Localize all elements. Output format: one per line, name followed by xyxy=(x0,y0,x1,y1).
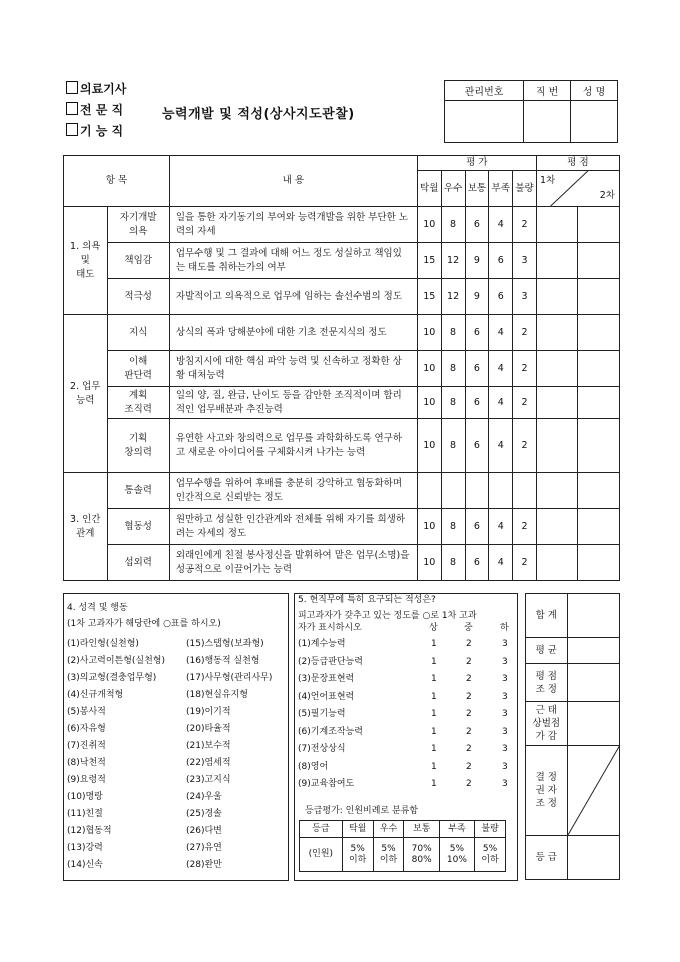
aptitude-level-option[interactable]: 1 xyxy=(431,691,437,702)
grade-ratio-value: 5% 이하 xyxy=(475,838,506,872)
aptitude-level-option[interactable]: 3 xyxy=(502,656,508,667)
table-row xyxy=(64,419,620,473)
trait-item[interactable]: (21)보수적 xyxy=(186,741,231,751)
trait-item[interactable]: (19)이기적 xyxy=(186,707,231,717)
totals-row xyxy=(526,594,620,638)
totals-row xyxy=(526,836,620,880)
score-cell[interactable]: 12 xyxy=(441,279,465,315)
trait-item[interactable]: (10)명랑 xyxy=(67,792,103,802)
trait-item[interactable]: (28)완만 xyxy=(186,860,222,870)
score-cell[interactable]: 8 xyxy=(441,387,465,419)
aptitude-level-option[interactable]: 1 xyxy=(431,656,437,667)
aptitude-level-option[interactable]: 2 xyxy=(466,744,472,754)
score-cell[interactable]: 10 xyxy=(417,509,441,545)
sig-job-no-field[interactable] xyxy=(524,101,571,143)
level-high: 상 xyxy=(429,623,438,633)
first-eval-field[interactable] xyxy=(536,207,578,243)
first-eval-field[interactable] xyxy=(536,351,578,387)
aptitude-level-option[interactable]: 3 xyxy=(502,691,508,702)
aptitude-level-option[interactable]: 1 xyxy=(431,674,437,684)
item-label: 섭외력 xyxy=(107,545,169,581)
grade-ratio-table xyxy=(299,820,506,872)
score-cell[interactable]: 6 xyxy=(489,243,513,279)
score-cell[interactable]: 10 xyxy=(417,387,441,419)
table-row xyxy=(64,279,620,315)
score-cell[interactable]: 4 xyxy=(489,351,513,387)
aptitude-item: (4)언어표현력 xyxy=(298,691,355,702)
trait-item[interactable]: (7)진취적 xyxy=(67,741,106,751)
trait-item[interactable]: (11)친절 xyxy=(67,809,103,819)
level-low: 하 xyxy=(500,623,509,633)
trait-item[interactable]: (2)사고력이튼형(실천형) xyxy=(67,656,166,666)
score-cell[interactable]: 6 xyxy=(465,419,489,473)
aptitude-item: (7)전상상식 xyxy=(298,744,346,754)
header-item: 항 목 xyxy=(64,156,170,207)
trait-item[interactable]: (26)다변 xyxy=(186,826,222,836)
section4-title: 4. 성격 및 행동 xyxy=(67,603,128,613)
score-cell[interactable] xyxy=(489,473,513,509)
score-cell[interactable]: 2 xyxy=(513,509,537,545)
score-cell[interactable] xyxy=(417,473,441,509)
score-cell[interactable]: 4 xyxy=(489,315,513,351)
item-content: 자발적이고 의욕적으로 업무에 임하는 솔선수범의 정도 xyxy=(169,279,417,315)
table-row xyxy=(64,387,620,419)
grade-normal: 보통 xyxy=(465,171,489,207)
item-content: 방침지시에 대한 핵심 파악 능력 및 신속하고 정확한 상황 대처능력 xyxy=(169,351,417,387)
first-eval-field[interactable] xyxy=(536,243,578,279)
score-cell[interactable]: 8 xyxy=(441,207,465,243)
totals-label: 평 균 xyxy=(526,638,568,664)
group-label: 2. 업무 능력 xyxy=(64,315,108,473)
score-cell[interactable]: 15 xyxy=(417,279,441,315)
item-content: 일을 통한 자기동기의 부여와 능력개발을 위한 부단한 노력의 자세 xyxy=(169,207,417,243)
table-row xyxy=(64,351,620,387)
trait-item[interactable]: (23)고지식 xyxy=(186,775,231,785)
first-eval-field[interactable] xyxy=(536,279,578,315)
score-cell[interactable]: 6 xyxy=(465,387,489,419)
second-eval-field[interactable] xyxy=(578,419,620,473)
first-eval-field[interactable] xyxy=(536,473,578,509)
item-label: 계획 조직력 xyxy=(107,387,169,419)
score-cell[interactable]: 6 xyxy=(465,545,489,581)
score-cell[interactable]: 8 xyxy=(441,351,465,387)
totals-value-field[interactable] xyxy=(567,746,619,836)
score-cell[interactable]: 10 xyxy=(417,351,441,387)
aptitude-level-option[interactable]: 1 xyxy=(431,639,437,649)
aptitude-level-option[interactable]: 3 xyxy=(502,779,508,789)
first-eval-field[interactable] xyxy=(536,315,578,351)
score-cell[interactable]: 6 xyxy=(465,315,489,351)
table-row xyxy=(64,509,620,545)
aptitude-item: (8)영어 xyxy=(298,761,329,772)
score-cell[interactable]: 9 xyxy=(465,243,489,279)
grade-eval-title: 등급평가: 인원비례로 분류함 xyxy=(305,806,419,816)
score-cell[interactable]: 12 xyxy=(441,243,465,279)
score-cell[interactable]: 8 xyxy=(441,315,465,351)
grade-header: 우수 xyxy=(373,821,404,838)
item-label: 협동성 xyxy=(107,509,169,545)
trait-item[interactable]: (22)염세적 xyxy=(186,758,231,768)
totals-label: 근 태 상벌점 가 감 xyxy=(526,702,568,746)
score-cell[interactable]: 4 xyxy=(489,545,513,581)
score-cell[interactable]: 10 xyxy=(417,545,441,581)
grade-row-label: (인원) xyxy=(300,838,343,872)
score-cell[interactable] xyxy=(441,473,465,509)
grade-header: 불량 xyxy=(475,821,506,838)
score-cell[interactable]: 2 xyxy=(513,351,537,387)
grade-superior: 우수 xyxy=(441,171,465,207)
aptitude-level-option[interactable]: 2 xyxy=(466,656,472,667)
diagonal-line xyxy=(568,746,619,835)
grade-header: 보통 xyxy=(404,821,439,838)
item-content: 업무수행 및 그 결과에 대해 어느 정도 성실하고 책임있는 태도를 취하는가의 여부 xyxy=(169,243,417,279)
first-eval-field[interactable] xyxy=(536,419,578,473)
score-cell[interactable]: 2 xyxy=(513,545,537,581)
totals-label: 합 계 xyxy=(526,594,568,638)
level-mid: 중 xyxy=(464,623,473,633)
section5-instruction-2: 자가 표시하시오 xyxy=(298,623,362,633)
item-content: 원만하고 성실한 인간관계와 전체를 위해 자기를 희생하려는 자세의 정도 xyxy=(169,509,417,545)
second-eval-field[interactable] xyxy=(578,279,620,315)
first-eval-field[interactable] xyxy=(536,509,578,545)
item-label: 지식 xyxy=(107,315,169,351)
second-eval-field[interactable] xyxy=(578,351,620,387)
totals-row xyxy=(526,746,620,836)
aptitude-level-option[interactable]: 2 xyxy=(466,674,472,684)
grade-lacking: 부족 xyxy=(489,171,513,207)
aptitude-section xyxy=(294,593,518,881)
evaluation-table xyxy=(63,155,620,581)
aptitude-level-option[interactable]: 3 xyxy=(502,726,508,737)
aptitude-level-option[interactable]: 2 xyxy=(466,726,472,737)
score-cell[interactable]: 6 xyxy=(465,351,489,387)
score-cell[interactable]: 10 xyxy=(417,419,441,473)
grade-header: 탁월 xyxy=(342,821,373,838)
trait-item[interactable]: (15)스탭형(보좌형) xyxy=(186,639,264,649)
sig-header-name: 성 명 xyxy=(571,81,618,101)
checkbox-icon[interactable] xyxy=(66,102,78,115)
category-medical-tech: 의료기사 xyxy=(66,80,126,99)
aptitude-item: (6)기계조작능력 xyxy=(298,726,363,737)
totals-table xyxy=(525,593,620,880)
score-cell[interactable]: 3 xyxy=(513,279,537,315)
group-label: 3. 인간 관계 xyxy=(64,473,108,581)
item-label: 통솔력 xyxy=(107,473,169,509)
sig-mgmt-no-field[interactable] xyxy=(445,101,524,143)
trait-item[interactable]: (4)신규개척형 xyxy=(67,690,124,700)
totals-value-field[interactable] xyxy=(567,836,619,880)
table-row xyxy=(64,315,620,351)
aptitude-level-option[interactable]: 2 xyxy=(466,709,472,719)
totals-label: 결 정 권 자 조 정 xyxy=(526,746,568,836)
score-cell[interactable] xyxy=(513,473,537,509)
aptitude-item: (9)교육참여도 xyxy=(298,779,355,789)
second-eval-field[interactable] xyxy=(578,207,620,243)
totals-value-field[interactable] xyxy=(567,638,619,664)
aptitude-item: (1)계수능력 xyxy=(298,639,346,649)
second-eval-field[interactable] xyxy=(578,315,620,351)
aptitude-level-option[interactable]: 2 xyxy=(466,761,472,772)
score-cell[interactable]: 15 xyxy=(417,243,441,279)
trait-item[interactable]: (12)협동적 xyxy=(67,826,112,836)
first-eval-field[interactable] xyxy=(536,545,578,581)
score-order-cell xyxy=(536,171,619,207)
score-cell[interactable]: 2 xyxy=(513,387,537,419)
aptitude-level-option[interactable]: 1 xyxy=(431,761,437,772)
score-cell[interactable]: 6 xyxy=(465,207,489,243)
totals-row xyxy=(526,638,620,664)
grade-ratio-value: 5% 10% xyxy=(439,838,474,872)
item-content: 유연한 사고와 창의력으로 업무를 과학화하도록 연구하고 새로운 아이디어를 구체화시켜 나가는 능력 xyxy=(169,419,417,473)
second-eval-field[interactable] xyxy=(578,387,620,419)
aptitude-level-option[interactable]: 3 xyxy=(502,674,508,684)
item-label: 이해 판단력 xyxy=(107,351,169,387)
trait-item[interactable]: (18)현실유지형 xyxy=(186,690,248,700)
second-eval-label: 2차 xyxy=(599,190,615,201)
score-cell[interactable]: 8 xyxy=(441,419,465,473)
sig-header-mgmt-no: 관리번호 xyxy=(445,81,524,101)
trait-item[interactable]: (27)유연 xyxy=(186,843,222,853)
header-score: 평 점 xyxy=(536,156,619,171)
second-eval-field[interactable] xyxy=(578,243,620,279)
aptitude-level-option[interactable]: 1 xyxy=(431,779,437,789)
trait-item[interactable]: (20)타율적 xyxy=(186,724,231,734)
trait-item[interactable]: (9)요령적 xyxy=(67,775,106,785)
score-cell[interactable]: 10 xyxy=(417,207,441,243)
aptitude-item: (5)필기능력 xyxy=(298,709,346,719)
trait-item[interactable]: (5)봉사적 xyxy=(67,707,106,717)
score-cell[interactable]: 8 xyxy=(441,509,465,545)
trait-item[interactable]: (24)우울 xyxy=(186,792,222,802)
signature-table xyxy=(444,80,618,143)
second-eval-field[interactable] xyxy=(578,509,620,545)
grade-ratio-value: 70% 80% xyxy=(404,838,439,872)
score-cell[interactable]: 10 xyxy=(417,315,441,351)
item-label: 기획 창의력 xyxy=(107,419,169,473)
score-cell[interactable]: 3 xyxy=(513,243,537,279)
aptitude-level-option[interactable]: 2 xyxy=(466,779,472,789)
header-content: 내 용 xyxy=(169,156,417,207)
table-row xyxy=(64,473,620,509)
first-eval-field[interactable] xyxy=(536,387,578,419)
first-eval-label: 1차 xyxy=(539,175,556,186)
score-cell[interactable]: 9 xyxy=(465,279,489,315)
aptitude-level-option[interactable]: 3 xyxy=(502,744,508,754)
aptitude-level-option[interactable]: 1 xyxy=(431,744,437,754)
item-content: 외래인에게 친절 봉사정신을 발휘하여 맡은 업무(소명)을 성공적으로 이끌어가는 능력 xyxy=(169,545,417,581)
score-cell[interactable]: 2 xyxy=(513,207,537,243)
score-cell[interactable]: 2 xyxy=(513,419,537,473)
aptitude-level-option[interactable]: 2 xyxy=(466,691,472,702)
section5-title: 5. 현직무에 특히 요구되는 적성은? xyxy=(298,595,436,605)
grade-ratio-value: 5% 이하 xyxy=(342,838,373,872)
aptitude-level-option[interactable]: 1 xyxy=(431,709,437,719)
table-row xyxy=(64,243,620,279)
category-technical: 기 능 직 xyxy=(66,122,123,141)
aptitude-level-option[interactable]: 3 xyxy=(502,761,508,772)
item-label: 책임감 xyxy=(107,243,169,279)
item-label: 자기개발 의욕 xyxy=(107,207,169,243)
totals-row xyxy=(526,664,620,702)
trait-item[interactable]: (16)행동적 실천형 xyxy=(186,656,260,666)
header-rating: 평 가 xyxy=(417,156,536,171)
score-cell[interactable]: 4 xyxy=(489,207,513,243)
second-eval-field[interactable] xyxy=(578,545,620,581)
aptitude-item: (3)문장표현력 xyxy=(298,674,355,684)
trait-item[interactable]: (6)자유형 xyxy=(67,724,106,734)
page-title: 능력개발 및 적성(상사지도관찰) xyxy=(162,107,355,122)
score-cell[interactable]: 4 xyxy=(489,509,513,545)
table-row xyxy=(64,207,620,243)
score-cell[interactable]: 4 xyxy=(489,419,513,473)
item-content: 상식의 폭과 당해분야에 대한 기초 전문지식의 정도 xyxy=(169,315,417,351)
personality-section xyxy=(63,593,289,881)
section5-instruction-1: 피고과자가 갖추고 있는 정도를 ○로 1차 고과 xyxy=(298,611,477,621)
trait-item[interactable]: (17)사무형(관리사무) xyxy=(186,673,273,683)
score-cell[interactable]: 6 xyxy=(489,279,513,315)
score-cell[interactable]: 6 xyxy=(465,509,489,545)
category-professional: 전 문 직 xyxy=(66,101,123,120)
aptitude-level-option[interactable]: 1 xyxy=(431,726,437,737)
sig-name-field[interactable] xyxy=(571,101,618,143)
grade-poor: 불량 xyxy=(513,171,537,207)
grade-ratio-value: 5% 이하 xyxy=(373,838,404,872)
aptitude-level-option[interactable]: 3 xyxy=(502,709,508,719)
table-row xyxy=(64,545,620,581)
item-content: 일의 양, 질, 완급, 난이도 등을 감안한 조직적이며 합리적인 업무배분과 추진능력 xyxy=(169,387,417,419)
checkbox-icon[interactable] xyxy=(66,123,78,136)
score-cell[interactable]: 2 xyxy=(513,315,537,351)
totals-value-field[interactable] xyxy=(567,594,619,638)
item-label: 적극성 xyxy=(107,279,169,315)
trait-item[interactable]: (13)강력 xyxy=(67,843,103,853)
trait-item[interactable]: (1)라인형(실천형) xyxy=(67,639,139,649)
score-cell[interactable]: 8 xyxy=(441,545,465,581)
totals-value-field[interactable] xyxy=(567,702,619,746)
sig-header-job-no: 직 번 xyxy=(524,81,571,101)
grade-excellent: 탁월 xyxy=(417,171,441,207)
trait-item[interactable]: (25)경솔 xyxy=(186,809,222,819)
trait-item[interactable]: (8)낙천적 xyxy=(67,758,106,768)
second-eval-field[interactable] xyxy=(578,473,620,509)
trait-item[interactable]: (14)신속 xyxy=(67,860,103,870)
totals-label: 등 급 xyxy=(526,836,568,880)
score-cell[interactable] xyxy=(465,473,489,509)
aptitude-level-option[interactable]: 2 xyxy=(466,639,472,649)
grade-header: 부족 xyxy=(439,821,474,838)
totals-label: 평 점 조 정 xyxy=(526,664,568,702)
totals-row xyxy=(526,702,620,746)
aptitude-level-option[interactable]: 3 xyxy=(502,639,508,649)
group-label: 1. 의욕 및 태도 xyxy=(64,207,108,315)
totals-value-field[interactable] xyxy=(567,664,619,702)
aptitude-item: (2)등급판단능력 xyxy=(298,656,363,667)
item-content: 업무수행을 위하여 후배를 충분히 강악하고 협동화하며 인간적으로 신뢰받는 정도 xyxy=(169,473,417,509)
trait-item[interactable]: (3)의교형(결충업무형) xyxy=(67,673,157,683)
checkbox-icon[interactable] xyxy=(66,81,78,94)
section4-instruction: (1차 고과자가 해당란에 ○표를 하시오) xyxy=(67,619,221,629)
grade-header: 등급 xyxy=(300,821,343,838)
score-cell[interactable]: 4 xyxy=(489,387,513,419)
